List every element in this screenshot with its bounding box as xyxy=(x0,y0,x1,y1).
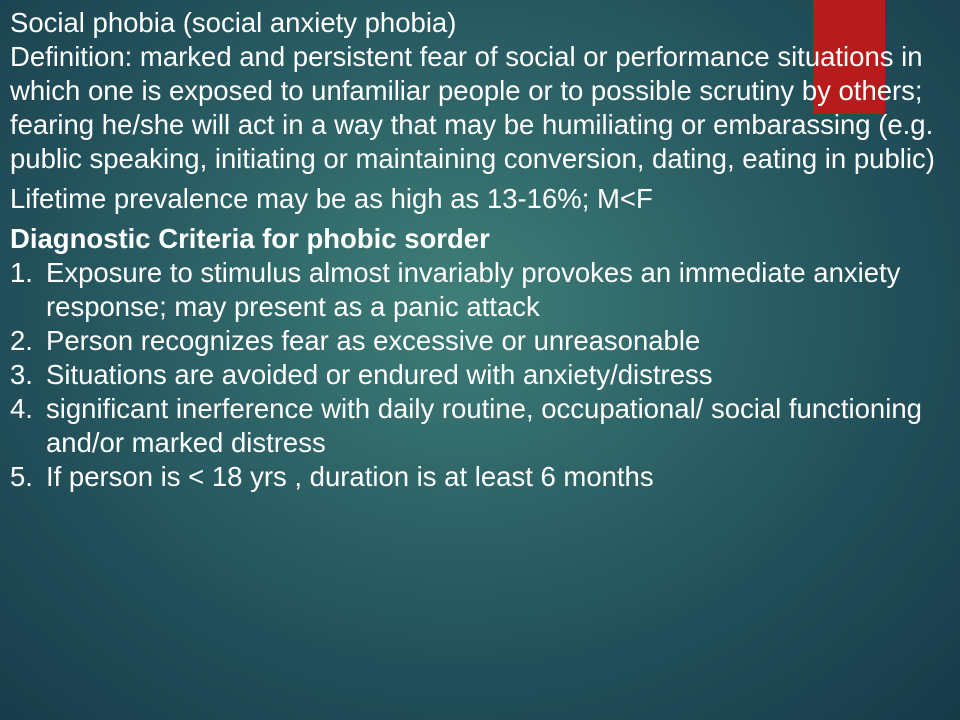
criteria-list xyxy=(10,256,955,494)
criteria-text: significant inerference with daily routine, occupational/ social functioning and/or marked distress xyxy=(46,393,922,458)
criteria-item xyxy=(10,324,955,358)
criteria-number: 3. xyxy=(10,359,33,390)
criteria-item xyxy=(10,256,955,324)
prevalence-text: Lifetime prevalence may be as high as 13-16%; M<F xyxy=(10,183,653,214)
criteria-text: Situations are avoided or endured with anxiety/distress xyxy=(46,359,713,390)
criteria-number: 4. xyxy=(10,393,33,424)
criteria-number: 2. xyxy=(10,325,33,356)
criteria-heading: Diagnostic Criteria for phobic sorder xyxy=(10,223,490,254)
criteria-item xyxy=(10,358,955,392)
criteria-text: If person is < 18 yrs , duration is at least 6 months xyxy=(46,461,654,492)
criteria-item xyxy=(10,460,955,494)
slide-title: Social phobia (social anxiety phobia) xyxy=(10,7,457,38)
criteria-text: Exposure to stimulus almost invariably provokes an immediate anxiety response; may present as a panic attack xyxy=(46,257,901,322)
criteria-item xyxy=(10,392,955,460)
criteria-number: 5. xyxy=(10,461,33,492)
criteria-number: 1. xyxy=(10,257,33,288)
criteria-text: Person recognizes fear as excessive or unreasonable xyxy=(46,325,701,356)
slide-content xyxy=(10,6,955,494)
definition-text: Definition: marked and persistent fear of social or performance situations in which one is exposed to unfamiliar people or to possible scrutiny by others; fearing he/she will act in a way that may be humiliating or embarassing (e.g. public speaking, initiating or maintaining conversion, dating, eating in public) xyxy=(10,41,935,174)
